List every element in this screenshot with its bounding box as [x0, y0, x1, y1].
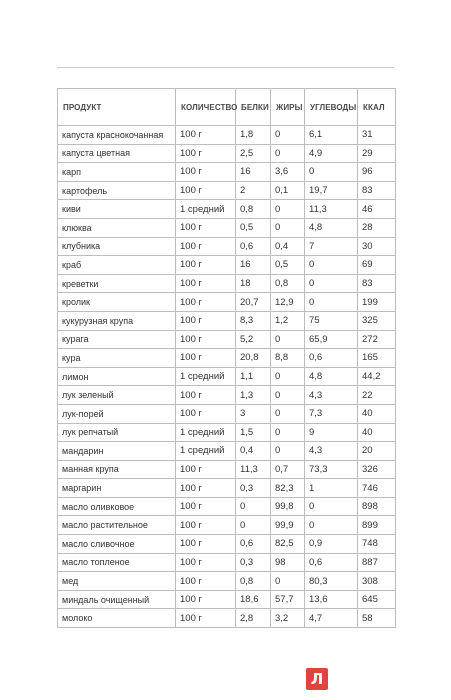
kcal-cell: 748 — [358, 535, 396, 554]
quantity-cell: 100 г — [176, 126, 236, 145]
fat-cell: 0,8 — [271, 274, 305, 293]
quantity-cell: 100 г — [176, 293, 236, 312]
kcal-cell: 30 — [358, 237, 396, 256]
kcal-cell: 31 — [358, 126, 396, 145]
product-cell: карп — [58, 163, 176, 182]
product-cell: картофель — [58, 181, 176, 200]
kcal-cell: 899 — [358, 516, 396, 535]
kcal-cell: 83 — [358, 274, 396, 293]
protein-cell: 2,5 — [236, 144, 271, 163]
header-quantity: КОЛИЧЕСТВО — [176, 89, 236, 126]
fat-cell: 1,2 — [271, 311, 305, 330]
carbs-cell: 80,3 — [305, 572, 358, 591]
fat-cell: 98 — [271, 553, 305, 572]
carbs-cell: 0 — [305, 163, 358, 182]
table-row — [58, 144, 396, 163]
carbs-cell: 0 — [305, 516, 358, 535]
table-row — [58, 311, 396, 330]
fat-cell: 12,9 — [271, 293, 305, 312]
quantity-cell: 100 г — [176, 386, 236, 405]
protein-cell: 0,4 — [236, 442, 271, 461]
protein-cell: 18 — [236, 274, 271, 293]
kcal-cell: 326 — [358, 460, 396, 479]
quantity-cell: 100 г — [176, 349, 236, 368]
table-row — [58, 256, 396, 275]
table-row — [58, 181, 396, 200]
product-cell: масло растительное — [58, 516, 176, 535]
protein-cell: 0,6 — [236, 237, 271, 256]
product-cell: клюква — [58, 218, 176, 237]
table-row — [58, 386, 396, 405]
product-cell: лук репчатый — [58, 423, 176, 442]
protein-cell: 11,3 — [236, 460, 271, 479]
publisher-logo: Л — [306, 668, 328, 690]
fat-cell: 3,6 — [271, 163, 305, 182]
table-row — [58, 349, 396, 368]
protein-cell: 8,3 — [236, 311, 271, 330]
quantity-cell: 100 г — [176, 256, 236, 275]
product-cell: кролик — [58, 293, 176, 312]
kcal-cell: 28 — [358, 218, 396, 237]
quantity-cell: 100 г — [176, 163, 236, 182]
table-row — [58, 330, 396, 349]
header-fat: ЖИРЫ — [271, 89, 305, 126]
product-cell: масло топленое — [58, 553, 176, 572]
table-row — [58, 553, 396, 572]
kcal-cell: 272 — [358, 330, 396, 349]
fat-cell: 0 — [271, 386, 305, 405]
product-cell: курага — [58, 330, 176, 349]
carbs-cell: 4,7 — [305, 609, 358, 628]
table-row — [58, 479, 396, 498]
protein-cell: 2,8 — [236, 609, 271, 628]
carbs-cell: 65,9 — [305, 330, 358, 349]
protein-cell: 18,6 — [236, 590, 271, 609]
quantity-cell: 100 г — [176, 497, 236, 516]
table-row — [58, 367, 396, 386]
protein-cell: 0 — [236, 516, 271, 535]
protein-cell: 0,3 — [236, 479, 271, 498]
table-row — [58, 460, 396, 479]
fat-cell: 0,4 — [271, 237, 305, 256]
table-header-row — [58, 89, 396, 126]
fat-cell: 8,8 — [271, 349, 305, 368]
carbs-cell: 0 — [305, 256, 358, 275]
kcal-cell: 46 — [358, 200, 396, 219]
kcal-cell: 96 — [358, 163, 396, 182]
table-row — [58, 535, 396, 554]
table-row — [58, 293, 396, 312]
fat-cell: 0,7 — [271, 460, 305, 479]
table-row — [58, 126, 396, 145]
fat-cell: 0,5 — [271, 256, 305, 275]
kcal-cell: 58 — [358, 609, 396, 628]
fat-cell: 0 — [271, 442, 305, 461]
kcal-cell: 40 — [358, 404, 396, 423]
protein-cell: 0,8 — [236, 572, 271, 591]
fat-cell: 0 — [271, 423, 305, 442]
fat-cell: 0 — [271, 126, 305, 145]
product-cell: миндаль очищенный — [58, 590, 176, 609]
quantity-cell: 1 средний — [176, 200, 236, 219]
protein-cell: 0,3 — [236, 553, 271, 572]
product-cell: клубника — [58, 237, 176, 256]
quantity-cell: 100 г — [176, 404, 236, 423]
product-cell: киви — [58, 200, 176, 219]
product-cell: масло сливочное — [58, 535, 176, 554]
protein-cell: 1,3 — [236, 386, 271, 405]
table-row — [58, 609, 396, 628]
fat-cell: 0 — [271, 367, 305, 386]
fat-cell: 99,9 — [271, 516, 305, 535]
protein-cell: 1,1 — [236, 367, 271, 386]
kcal-cell: 325 — [358, 311, 396, 330]
product-cell: мед — [58, 572, 176, 591]
protein-cell: 16 — [236, 256, 271, 275]
product-cell: лук-порей — [58, 404, 176, 423]
protein-cell: 16 — [236, 163, 271, 182]
kcal-cell: 165 — [358, 349, 396, 368]
carbs-cell: 9 — [305, 423, 358, 442]
carbs-cell: 4,8 — [305, 367, 358, 386]
table-row — [58, 497, 396, 516]
product-cell: лук зеленый — [58, 386, 176, 405]
kcal-cell: 83 — [358, 181, 396, 200]
product-cell: капуста краснокочанная — [58, 126, 176, 145]
table-row — [58, 442, 396, 461]
fat-cell: 0,1 — [271, 181, 305, 200]
carbs-cell: 0 — [305, 293, 358, 312]
carbs-cell: 4,9 — [305, 144, 358, 163]
carbs-cell: 73,3 — [305, 460, 358, 479]
kcal-cell: 20 — [358, 442, 396, 461]
fat-cell: 0 — [271, 144, 305, 163]
protein-cell: 0,8 — [236, 200, 271, 219]
carbs-cell: 4,3 — [305, 386, 358, 405]
kcal-cell: 69 — [358, 256, 396, 275]
quantity-cell: 100 г — [176, 460, 236, 479]
header-carbs: УГЛЕВОДЫ — [305, 89, 358, 126]
protein-cell: 20,7 — [236, 293, 271, 312]
protein-cell: 3 — [236, 404, 271, 423]
product-cell: масло оливковое — [58, 497, 176, 516]
protein-cell: 0,5 — [236, 218, 271, 237]
product-cell: креветки — [58, 274, 176, 293]
header-product: ПРОДУКТ — [58, 89, 176, 126]
kcal-cell: 29 — [358, 144, 396, 163]
fat-cell: 0 — [271, 200, 305, 219]
quantity-cell: 100 г — [176, 237, 236, 256]
fat-cell: 82,3 — [271, 479, 305, 498]
quantity-cell: 100 г — [176, 590, 236, 609]
protein-cell: 0 — [236, 497, 271, 516]
quantity-cell: 1 средний — [176, 423, 236, 442]
quantity-cell: 1 средний — [176, 442, 236, 461]
quantity-cell: 100 г — [176, 144, 236, 163]
carbs-cell: 0,9 — [305, 535, 358, 554]
product-cell: молоко — [58, 609, 176, 628]
kcal-cell: 746 — [358, 479, 396, 498]
carbs-cell: 4,3 — [305, 442, 358, 461]
carbs-cell: 0,6 — [305, 553, 358, 572]
quantity-cell: 100 г — [176, 535, 236, 554]
table-row — [58, 200, 396, 219]
table-row — [58, 404, 396, 423]
quantity-cell: 100 г — [176, 516, 236, 535]
quantity-cell: 1 средний — [176, 367, 236, 386]
quantity-cell: 100 г — [176, 609, 236, 628]
product-cell: краб — [58, 256, 176, 275]
quantity-cell: 100 г — [176, 572, 236, 591]
header-kcal: ККАЛ — [358, 89, 396, 126]
kcal-cell: 199 — [358, 293, 396, 312]
fat-cell: 0 — [271, 404, 305, 423]
table-row — [58, 516, 396, 535]
product-cell: лимон — [58, 367, 176, 386]
quantity-cell: 100 г — [176, 218, 236, 237]
fat-cell: 0 — [271, 572, 305, 591]
kcal-cell: 44,2 — [358, 367, 396, 386]
carbs-cell: 13,6 — [305, 590, 358, 609]
kcal-cell: 22 — [358, 386, 396, 405]
quantity-cell: 100 г — [176, 311, 236, 330]
product-cell: кура — [58, 349, 176, 368]
carbs-cell: 4,8 — [305, 218, 358, 237]
quantity-cell: 100 г — [176, 479, 236, 498]
table-row — [58, 218, 396, 237]
fat-cell: 0 — [271, 218, 305, 237]
protein-cell: 0,6 — [236, 535, 271, 554]
protein-cell: 1,8 — [236, 126, 271, 145]
carbs-cell: 7 — [305, 237, 358, 256]
carbs-cell: 0,6 — [305, 349, 358, 368]
carbs-cell: 11,3 — [305, 200, 358, 219]
kcal-cell: 40 — [358, 423, 396, 442]
carbs-cell: 1 — [305, 479, 358, 498]
carbs-cell: 0 — [305, 497, 358, 516]
quantity-cell: 100 г — [176, 330, 236, 349]
carbs-cell: 19,7 — [305, 181, 358, 200]
table-row — [58, 423, 396, 442]
fat-cell: 57,7 — [271, 590, 305, 609]
protein-cell: 2 — [236, 181, 271, 200]
fat-cell: 82,5 — [271, 535, 305, 554]
fat-cell: 99,8 — [271, 497, 305, 516]
carbs-cell: 0 — [305, 274, 358, 293]
product-cell: манная крупа — [58, 460, 176, 479]
kcal-cell: 887 — [358, 553, 396, 572]
protein-cell: 1,5 — [236, 423, 271, 442]
nutrition-table — [57, 88, 396, 628]
product-cell: капуста цветная — [58, 144, 176, 163]
fat-cell: 3,2 — [271, 609, 305, 628]
table-row — [58, 274, 396, 293]
quantity-cell: 100 г — [176, 274, 236, 293]
table-row — [58, 572, 396, 591]
kcal-cell: 645 — [358, 590, 396, 609]
header-protein: БЕЛКИ — [236, 89, 271, 126]
kcal-cell: 898 — [358, 497, 396, 516]
top-divider — [57, 67, 394, 68]
carbs-cell: 75 — [305, 311, 358, 330]
quantity-cell: 100 г — [176, 553, 236, 572]
quantity-cell: 100 г — [176, 181, 236, 200]
product-cell: кукурузная крупа — [58, 311, 176, 330]
table-row — [58, 163, 396, 182]
table-row — [58, 237, 396, 256]
kcal-cell: 308 — [358, 572, 396, 591]
product-cell: мандарин — [58, 442, 176, 461]
protein-cell: 20,8 — [236, 349, 271, 368]
protein-cell: 5,2 — [236, 330, 271, 349]
table-body — [58, 126, 396, 628]
fat-cell: 0 — [271, 330, 305, 349]
carbs-cell: 6,1 — [305, 126, 358, 145]
product-cell: маргарин — [58, 479, 176, 498]
carbs-cell: 7,3 — [305, 404, 358, 423]
table-row — [58, 590, 396, 609]
